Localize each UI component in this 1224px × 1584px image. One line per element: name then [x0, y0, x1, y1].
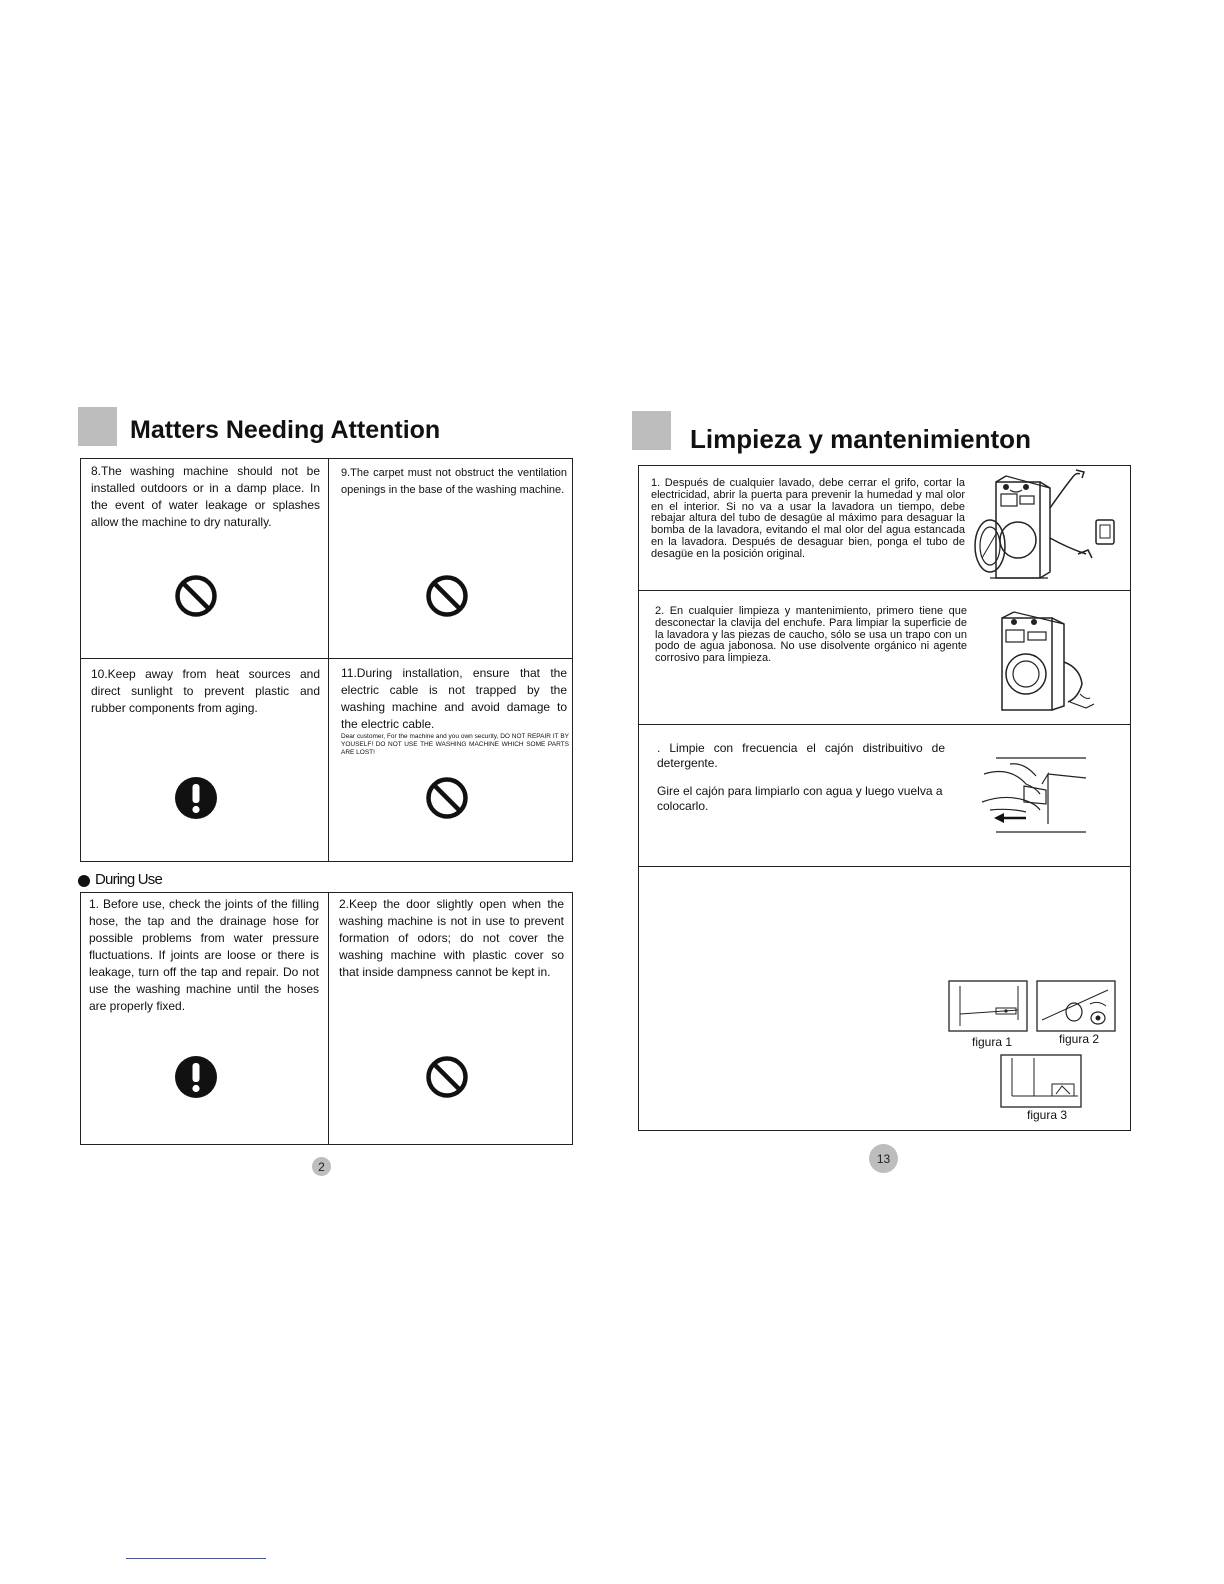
washing-machine-illustration: [968, 468, 1118, 586]
page-title-right: Limpieza y mantenimienton: [690, 424, 1031, 454]
figure-2-illustration: [1036, 980, 1116, 1032]
figure-3-caption: figura 3: [1027, 1108, 1068, 1122]
prohibition-icon: [425, 1055, 469, 1099]
title-marker-left: [78, 407, 117, 446]
maintenance-item-3a: . Limpie con frecuencia el cajón distribuitivo de detergente.: [657, 741, 945, 770]
item-11-note: Dear customer, For the machine and you own security, DO NOT REPAIR IT BY YOUSELF! DO NOT USE THE WASHING MACHINE WHICH SOME PARTS ARE LOST!: [341, 733, 569, 756]
page-number-left: 2: [312, 1157, 331, 1176]
maintenance-item-3b: Gire el cajón para limpiarlo con agua y luego vuelva a colocarlo.: [657, 784, 943, 813]
maintenance-item-2: 2. En cualquier limpieza y mantenimiento, primero tiene que desconectar la clavija del enchufe. Para limpiar la superficie de la lavadora y las piezas de caucho, sólo se usa un trapo con un podo de agua jabonosa. No use disolvente orgánico ni agente corrosivo para limpieza.: [655, 605, 967, 665]
prohibition-icon: [425, 776, 469, 820]
exclamation-icon: [174, 1055, 218, 1099]
exclamation-icon: [174, 776, 218, 820]
bottom-rule: [126, 1558, 266, 1559]
row-divider-2: [638, 724, 1131, 725]
table-divider-h: [80, 658, 573, 659]
page-title-left: Matters Needing Attention: [130, 416, 441, 444]
during-use-item-1: 1. Before use, check the joints of the filling hose, the tap and the drainage hose for possible problems from water pressure fluctuations. If joints are loose or there is leakage, turn off the tap and repair. Do not use the washing machine until the hoses are properly fixed.: [89, 897, 319, 1013]
maintenance-item-1: 1. Después de cualquier lavado, debe cerrar el grifo, cortar la electricidad, abrir la puerta para prevenir la humedad y mal olor en el interior. Si no va a usar la lavadora un tiempo, debe rebajar altura del tubo de desagüe al máximo para desaguar la bomba de la lavadora, evitando el mal olor del agua estancada en la lavadora. Después de desaguar bien, ponga el tubo de desagüe en la posición original.: [651, 477, 965, 560]
table-divider-v: [328, 458, 329, 862]
prohibition-icon: [425, 574, 469, 618]
figure-3-illustration: [1000, 1054, 1082, 1108]
item-10-text: 10.Keep away from heat sources and direct sunlight to prevent plastic and rubber components from aging.: [91, 667, 320, 715]
bullet-dot-icon: [78, 875, 90, 887]
page-number-right: 13: [869, 1144, 898, 1173]
title-marker-right: [632, 411, 671, 450]
washing-machine-illustration: [990, 602, 1100, 714]
figure-2-caption: figura 2: [1059, 1032, 1100, 1046]
during-use-divider: [328, 892, 329, 1145]
item-9-text: 9.The carpet must not obstruct the ventilation openings in the base of the washing machine.: [341, 467, 567, 496]
prohibition-icon: [174, 574, 218, 618]
during-use-heading: During Use: [95, 871, 163, 888]
item-11-text: 11.During installation, ensure that the electric cable is not trapped by the washing machine and avoid damage to the electric cable.: [341, 666, 567, 731]
row-divider-3: [638, 866, 1131, 867]
row-divider-1: [638, 590, 1131, 591]
item-8-text: 8.The washing machine should not be installed outdoors or in a damp place. In the event of water leakage or splashes allow the machine to dry naturally.: [91, 464, 320, 529]
detergent-drawer-illustration: [980, 754, 1090, 836]
during-use-item-2: 2.Keep the door slightly open when the washing machine is not in use to prevent formation of odors; do not cover the washing machine with plastic cover so that inside dampness cannot be kept in.: [339, 897, 564, 979]
figure-1-caption: figura 1: [972, 1035, 1013, 1049]
figure-1-illustration: [948, 980, 1028, 1032]
